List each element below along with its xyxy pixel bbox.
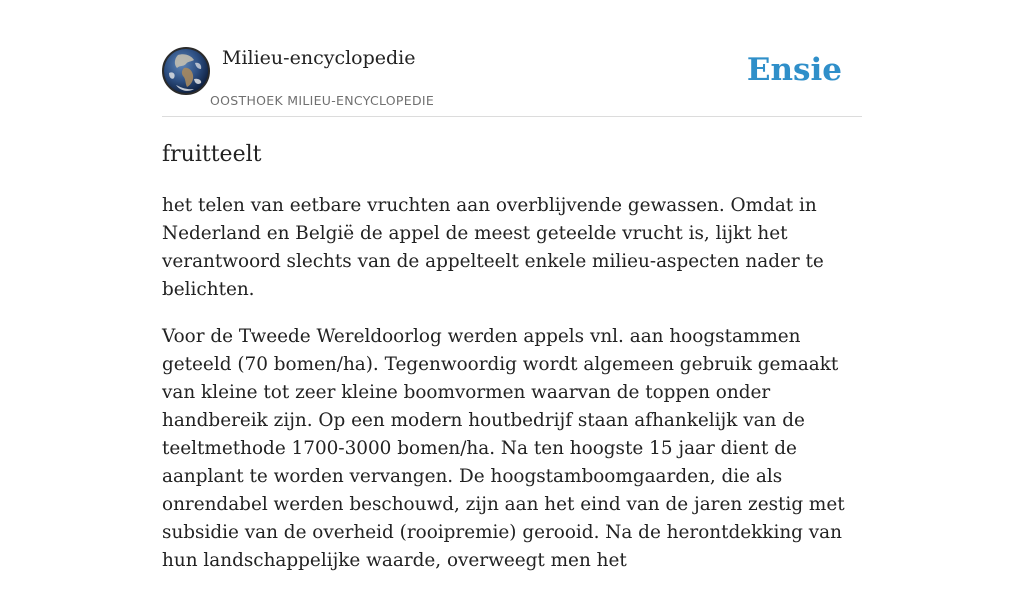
- page-title: fruitteelt: [162, 142, 262, 167]
- article-body: [162, 192, 874, 594]
- site-header: [162, 46, 862, 117]
- article-paragraph: het telen van eetbare vruchten aan overblijvende gewassen. Omdat in Nederland en België de appel de meest geteelde vrucht is, lijkt het verantwoord slechts van de appelteelt enkele milieu-aspecten nader te belichten.: [162, 195, 824, 300]
- earth-globe-icon[interactable]: [162, 47, 210, 95]
- ensie-logo-link[interactable]: Ensie: [746, 52, 842, 88]
- article-paragraph: Voor de Tweede Wereldoorlog werden appels vnl. aan hoogstammen geteeld (70 bomen/ha). Tegenwoordig wordt algemeen gebruik gemaakt van kleine tot zeer kleine boomvormen waarvan de toppen onder handbereik zijn. Op een modern houtbedrijf staan afhankelijk van de teeltmethode 1700-3000 bomen/ha. Na ten hoogste 15 jaar dient de aanplant te worden vervangen. De hoogstamboomgaarden, die als onrendabel werden beschouwd, zijn aan het eind van de jaren zestig met subsidie van de overheid (rooipremie) gerooid. Na de herontdekking van hun landschappelijke waarde, overweegt men het: [162, 326, 845, 571]
- site-title[interactable]: Milieu-encyclopedie: [222, 47, 416, 69]
- site-subtitle: OOSTHOEK MILIEU-ENCYCLOPEDIE: [210, 93, 435, 108]
